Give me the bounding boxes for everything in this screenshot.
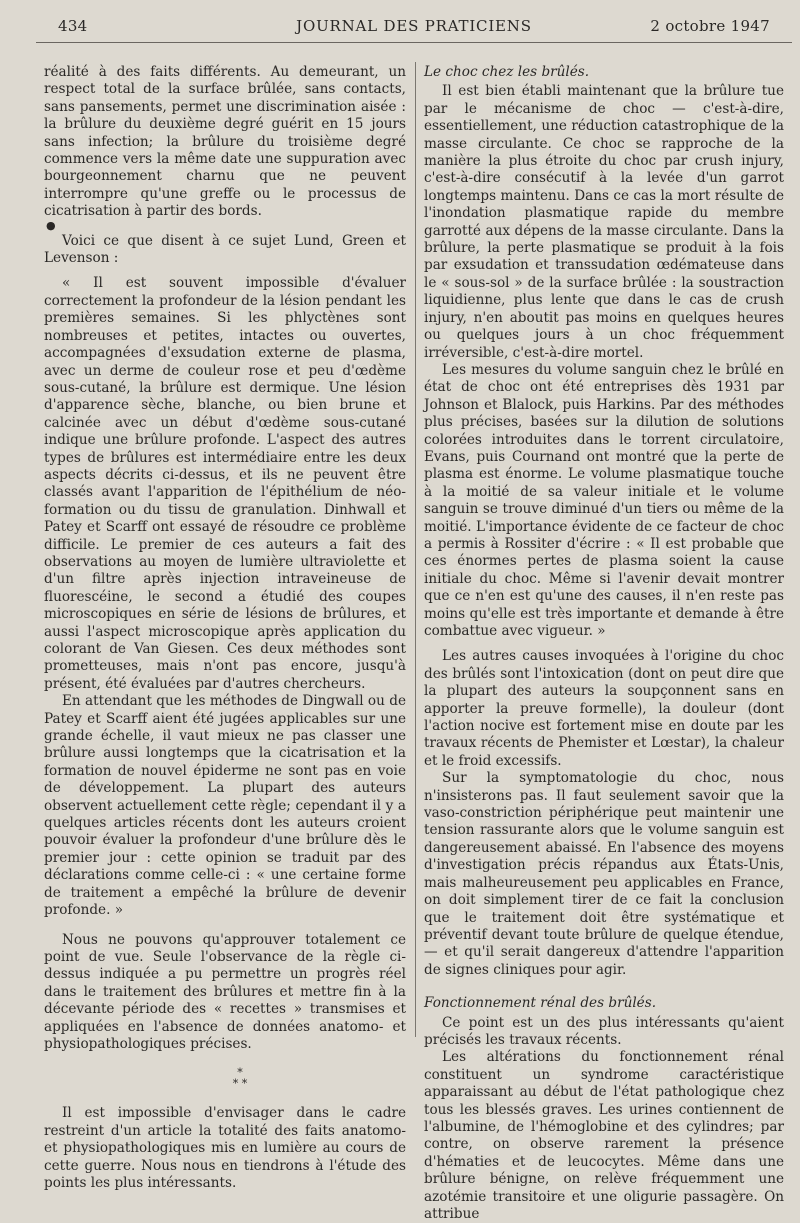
paragraph: Sur la symptomatologie du choc, nous n'insisterons pas. Il faut seulement savoir que la vaso-constriction périphérique peut maintenir une tension rassurante alors que le volume sanguin est dangereusement abaissé. En l'absence des moyens d'investigation précis répandus aux États-Unis, mais malheureusement peu applicables en France, on doit simplement tirer de ce fait la conclusion que le traitement doit être systématique et préventif devant toute brûlure de quelque étendue, — et qu'il serait dangereux d'attendre l'apparition de signes cliniques pour agir. bbox=[424, 770, 784, 978]
quotation-paragraph: « Il est souvent impossible d'évaluer correctement la profondeur de la lésion pendant les premières semaines. Si les phlyctènes sont nombreuses et petites, intactes ou ouvertes, accompagnées d'exsudation externe de plasma, avec un derme de couleur rose et peu d'œdème sous-cutané, la brûlure est dermique. Une lésion d'apparence sèche, blanche, ou bien brune et calcinée avec un début d'œdème sous-cutané indique une brûlure profonde. L'aspect des autres types de brûlures est intermédiaire entre les deux aspects décrits ci-dessus, et ils ne peuvent être classés avant l'apparition de l'épithélium de néo-formation ou du tissu de granulation. Dinhwall et Patey et Scarff ont essayé de résoudre ce problème difficile. Le premier de ces auteurs a fait des observations au moyen de lumière ultraviolette et d'un filtre après injection intraveineuse de fluorescéine, le second a étudié des coupes microscopiques en série de lésions de brûlures, et aussi l'aspect microscopique après application du colorant de Van Giesen. Ces deux méthodes sont prometteuses, mais n'ont pas encore, jusqu'à présent, été évaluées par d'autres chercheurs. bbox=[44, 275, 406, 692]
paragraph: Nous ne pouvons qu'approuver totalement ce point de vue. Seule l'observance de la règle ci-dessus indiquée a pu permettre un progrès réel dans le traitement des brûlures et mettre fin à la décevante période des « recettes » transmises et appliquées en l'absence de données anatomo- et physiopathologiques précises. bbox=[44, 931, 406, 1052]
section-heading: Fonctionnement rénal des brûlés. bbox=[424, 995, 657, 1012]
paragraph: Il est bien établi maintenant que la brûlure tue par le mécanisme de choc — c'est-à-dire, essentiellement, une réduction catastrophique de la masse circulante. Ce choc se rapproche de la manière la plus étroite du choc par crush injury, c'est-à-dire consécutif à la levée d'un garrot longtemps maintenu. Dans ce cas la mort résulte de l'inondation plasmatique rapide du membre garrotté aux dépens de la masse circulante. Dans la brûlure, la perte plasmatique se produit à la fois par exsudation et transsudation œdémateuse dans le « sous-sol » de la surface brûlée : la soustraction liquidienne, plus lente que dans le cas de crush injury, n'en aboutit pas moins en quelques heures ou quelques jours à un choc fréquemment irréversible, c'est-à-dire mortel. bbox=[424, 83, 784, 361]
column-divider bbox=[415, 62, 416, 1037]
header-rule bbox=[36, 42, 792, 43]
section-asterism: * * * bbox=[232, 1066, 248, 1091]
paragraph: Les autres causes invoquées à l'origine du choc des brûlés sont l'intoxication (dont on peut dire que la plupart des auteurs la soupçonnent sans en apporter la preuve formelle), la douleur (dont l'action nocive est fortement mise en doute par les travaux récents de Phemister et Lœstar), la chaleur et le froid excessifs. bbox=[424, 648, 784, 769]
journal-title: JOURNAL DES PRATICIENS bbox=[296, 17, 532, 35]
paragraph: Les mesures du volume sanguin chez le brûlé en état de choc ont été entreprises dès 1931 par Johnson et Blalock, puis Harkins. Par des méthodes plus précises, basées sur la dilution de solutions colorées introduites dans le torrent circulatoire, Evans, puis Cournand ont montré que la perte de plasma est énorme. Le volume plasmatique touche à la moitié de sa valeur initiale et le volume sanguin se trouve diminué d'un tiers ou même de la moitié. L'importance évidente de ce facteur de choc a permis à Rossiter d'écrire : « Il est probable que ces énormes pertes de plasma soient la cause initiale du choc. Même si l'avenir devait montrer que ce n'en est qu'une des causes, il n'en reste pas moins qu'elle est très importante et demande à être combattue avec vigueur. » bbox=[424, 361, 784, 639]
right-column bbox=[424, 64, 784, 1223]
page-number: 434 bbox=[58, 17, 88, 35]
section-heading: Le choc chez les brûlés. bbox=[424, 64, 590, 80]
paragraph-bullet: ● bbox=[46, 218, 56, 232]
paragraph: Les altérations du fonctionnement rénal constituent un syndrome caractéristique apparaissant au début de l'état pathologique chez tous les blessés graves. Les urines contiennent de l'albumine, de l'hémoglobine et des cylindres; par contre, on observe rarement la présence d'hématies et de leucocytes. Même dans une brûlure bénigne, on relève fréquemment une azotémie transitoire et une oligurie passagère. On attribue bbox=[424, 1049, 784, 1222]
paragraph: réalité à des faits différents. Au demeurant, un respect total de la surface brûlée, sans contacts, sans pansements, permet une discrimination aisée : la brûlure du deuxième degré guérit en 15 jours sans infection; la brûlure du troisième degré commence vers la même date une suppuration avec bourgeonnement charnu que ne peuvent interrompre qu'une greffe ou le processus de cicatrisation à partir des bords. bbox=[44, 64, 406, 220]
left-column bbox=[44, 64, 406, 1192]
paragraph: Voici ce que disent à ce sujet Lund, Green et Levenson : bbox=[44, 232, 406, 267]
issue-date: 2 octobre 1947 bbox=[650, 17, 770, 35]
paragraph: Ce point est un des plus intéressants qu'aient précisés les travaux récents. bbox=[424, 1014, 784, 1048]
page-header bbox=[58, 17, 770, 41]
paragraph: En attendant que les méthodes de Dingwall ou de Patey et Scarff aient été jugées applicables sur une grande échelle, il vaut mieux ne pas classer une brûlure aussi longtemps que la cicatrisation et la formation de nouvel épiderme ne sont pas en voie de développement. La plupart des auteurs observent actuellement cette règle; cependant il y a quelques articles récents dont les auteurs croient pouvoir évaluer la profondeur d'une brûlure dès le premier jour : cette opinion se traduit par des déclarations comme celle-ci : « une certaine forme de traitement a empêché la brûlure de devenir profonde. » bbox=[44, 693, 406, 919]
paragraph: Il est impossible d'envisager dans le cadre restreint d'un article la totalité des faits anatomo- et physiopathologiques mis en lumière au cours de cette guerre. Nous nous en tiendrons à l'étude des points les plus intéressants. bbox=[44, 1105, 406, 1191]
